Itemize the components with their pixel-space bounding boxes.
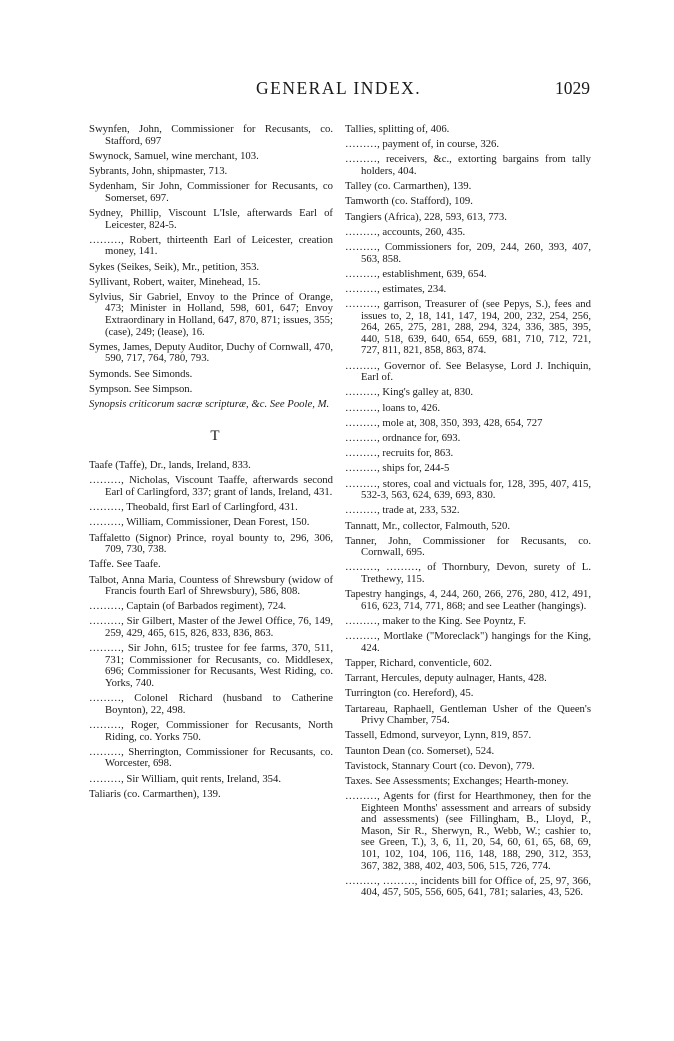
index-entry: Sykes (Seikes, Seik), Mr., petition, 353. — [89, 260, 260, 273]
index-entry: ………, establishment, 639, 654. — [345, 267, 487, 280]
index-entry: Tamworth (co. Stafford), 109. — [345, 195, 473, 208]
index-entry: Tapestry hangings, 4, 244, 260, 266, 276, 280, 412, 491, 616, 623, 714, 771, 868; and see Leather (hangings). — [345, 588, 591, 612]
index-entry: ………, stores, coal and victuals for, 128, 395, 407, 415, 532-3, 563, 624, 639, 693, 830. — [345, 477, 591, 502]
index-entry: ………, ships for, 244-5 — [345, 462, 450, 475]
index-entry: Talbot, Anna Maria, Countess of Shrewsbury (widow of Francis fourth Earl of Shrewsbury), 586, 808. — [89, 573, 333, 598]
index-entry: ………, estimates, 234. — [345, 282, 447, 295]
left-column — [89, 124, 333, 804]
index-entry: ………, Roger, Commissioner for Recusants, North Riding, co. Yorks 750. — [89, 719, 333, 743]
index-entry: ………, Nicholas, Viscount Taaffe, afterwards second Earl of Carlingford, 337; grant of lands, Ireland, 431. — [89, 474, 333, 498]
index-entry: Symonds. See Simonds. — [89, 367, 193, 380]
index-entry: Taafe (Taffe), Dr., lands, Ireland, 833. — [89, 459, 251, 472]
index-entry: ………, ordnance for, 693. — [345, 431, 461, 444]
index-entry: ………, Captain (of Barbados regiment), 724. — [89, 600, 287, 613]
index-entry: ………, Agents for (first for Hearthmoney, then for the Eighteen Months' assessment and arrears of subsidy and assessments) (see Fillingham, B., Lloyd, P., Mason, Sir R., Sherwyn, R., Webb, W.; cashier to, see Green, T.), 3, 6, 11, 20, 54, 60, 61, 65, 68, 69, 101, 102, 104, 106, 116, 148, 188, 290, 312, 353, 367, 382, 388, 402, 403, 506, 515, 726, 774. — [345, 790, 591, 872]
index-entry: Sybrants, John, shipmaster, 713. — [89, 164, 228, 177]
index-entry: ………, William, Commissioner, Dean Forest, 150. — [89, 516, 310, 529]
index-entry: ………, King's galley at, 830. — [345, 386, 474, 399]
index-entry: Turrington (co. Hereford), 45. — [345, 687, 474, 700]
index-entry: ………, Sir William, quit rents, Ireland, 354. — [89, 772, 282, 785]
index-entry: ………, receivers, &c., extorting bargains from tally holders, 404. — [345, 153, 591, 177]
index-entry: Taliaris (co. Carmarthen), 139. — [89, 787, 221, 800]
index-entry: Taffaletto (Signor) Prince, royal bounty to, 296, 306, 709, 730, 738. — [89, 531, 333, 556]
index-entry: Synopsis criticorum sacræ scripturæ, &c. See Poole, M. — [89, 398, 330, 410]
index-entry: Tangiers (Africa), 228, 593, 613, 773. — [345, 210, 507, 223]
section-letter: T — [210, 427, 220, 444]
index-entry: ………, recruits for, 863. — [345, 447, 454, 460]
index-entry: ………, Sir Gilbert, Master of the Jewel Office, 76, 149, 259, 429, 465, 615, 826, 833, 836, 863. — [89, 615, 333, 640]
index-entry: ………, garrison, Treasurer of (see Pepys, S.), fees and issues to, 2, 18, 141, 147, 194, 200, 232, 254, 256, 264, 265, 275, 281, 288, 294, 324, 336, 385, 395, 440, 518, 639, 640, 654, 659, 681, 710, 712, 721, 727, 811, 821, 858, 863, 874. — [345, 298, 591, 357]
index-entry: ………, Mortlake ("Moreclack") hangings for the King, 424. — [345, 630, 591, 654]
index-entry: Tanner, John, Commissioner for Recusants, co. Cornwall, 695. — [345, 534, 591, 559]
index-entry: ………, Robert, thirteenth Earl of Leicester, creation money, 141. — [89, 233, 333, 258]
index-entry: Tallies, splitting of, 406. — [345, 123, 450, 135]
page-header — [0, 74, 674, 104]
index-entry: ………, Commissioners for, 209, 244, 260, 393, 407, 563, 858. — [345, 240, 591, 265]
index-entry: Tapper, Richard, conventicle, 602. — [345, 657, 492, 669]
index-entry: ………, Theobald, first Earl of Carlingford, 431. — [89, 501, 298, 514]
index-entry: ………, Sir John, 615; trustee for fee farms, 370, 511, 731; Commissioner for Recusants, co. Middlesex, 696; Commissioner for Recusants, West Riding, co. Yorks, 740. — [89, 642, 333, 690]
index-entry: Tassell, Edmond, surveyor, Lynn, 819, 857. — [345, 729, 532, 742]
index-entry: ………, ………, incidents bill for Office of, 25, 97, 366, 404, 457, 505, 556, 605, 641, 781; salaries, 43, 526. — [345, 874, 591, 899]
index-entry: ………, maker to the King. See Poyntz, F. — [345, 615, 527, 628]
index-entry: ………, accounts, 260, 435. — [345, 225, 466, 238]
index-entry: Taunton Dean (co. Somerset), 524. — [345, 744, 495, 757]
index-entry: Tannatt, Mr., collector, Falmouth, 520. — [345, 519, 511, 532]
index-entry: ………, loans to, 426. — [345, 401, 440, 414]
index-entry: ………, Sherrington, Commissioner for Recusants, co. Worcester, 698. — [89, 745, 333, 770]
index-entry: Tarrant, Hercules, deputy aulnager, Hants, 428. — [345, 672, 547, 685]
index-entry: Taxes. See Assessments; Exchanges; Hearth-money. — [345, 774, 569, 787]
index-entry: ………, Governor of. See Belasyse, Lord J. Inchiquin, Earl of. — [345, 359, 591, 384]
index-entry: Taffe. See Taafe. — [89, 558, 161, 571]
index-entry: Sylvius, Sir Gabriel, Envoy to the Prince of Orange, 473; Minister in Holland, 598, 601, 647; Envoy Extraordinary in Holland, 647, 870, 871; issues, 355; (case), 249; (lease), 16. — [89, 290, 333, 338]
index-entry: ………, Colonel Richard (husband to Catherine Boynton), 22, 498. — [89, 692, 333, 716]
index-entry: Tartareau, Raphaell, Gentleman Usher of the Queen's Privy Chamber, 754. — [345, 702, 591, 727]
index-entry: Tavistock, Stannary Court (co. Devon), 779. — [345, 759, 535, 772]
index-entry: ………, ………, of Thornbury, Devon, surety of L. Trethewy, 115. — [345, 561, 591, 586]
index-entry: ………, trade at, 233, 532. — [345, 504, 460, 517]
index-entry: Symes, James, Deputy Auditor, Duchy of Cornwall, 470, 590, 717, 764, 780, 793. — [89, 340, 333, 365]
index-entry: Sydney, Phillip, Viscount L'Isle, afterwards Earl of Leicester, 824-5. — [89, 206, 333, 231]
index-entry: Swynfen, John, Commissioner for Recusants, co. Stafford, 697 — [89, 123, 333, 147]
right-column — [345, 124, 591, 903]
index-entry: Talley (co. Carmarthen), 139. — [345, 180, 472, 193]
index-entry: Swynock, Samuel, wine merchant, 103. — [89, 149, 259, 162]
index-entry: Sympson. See Simpson. — [89, 382, 193, 395]
page-number: 1029 — [555, 78, 590, 98]
index-entry: ………, payment of, in course, 326. — [345, 138, 500, 151]
index-entry: ………, mole at, 308, 350, 393, 428, 654, 727 — [345, 416, 543, 429]
running-title: GENERAL INDEX. — [256, 78, 422, 98]
index-entry: Syllivant, Robert, waiter, Minehead, 15. — [89, 275, 261, 288]
index-entry: Sydenham, Sir John, Commissioner for Recusants, co Somerset, 697. — [89, 180, 333, 204]
